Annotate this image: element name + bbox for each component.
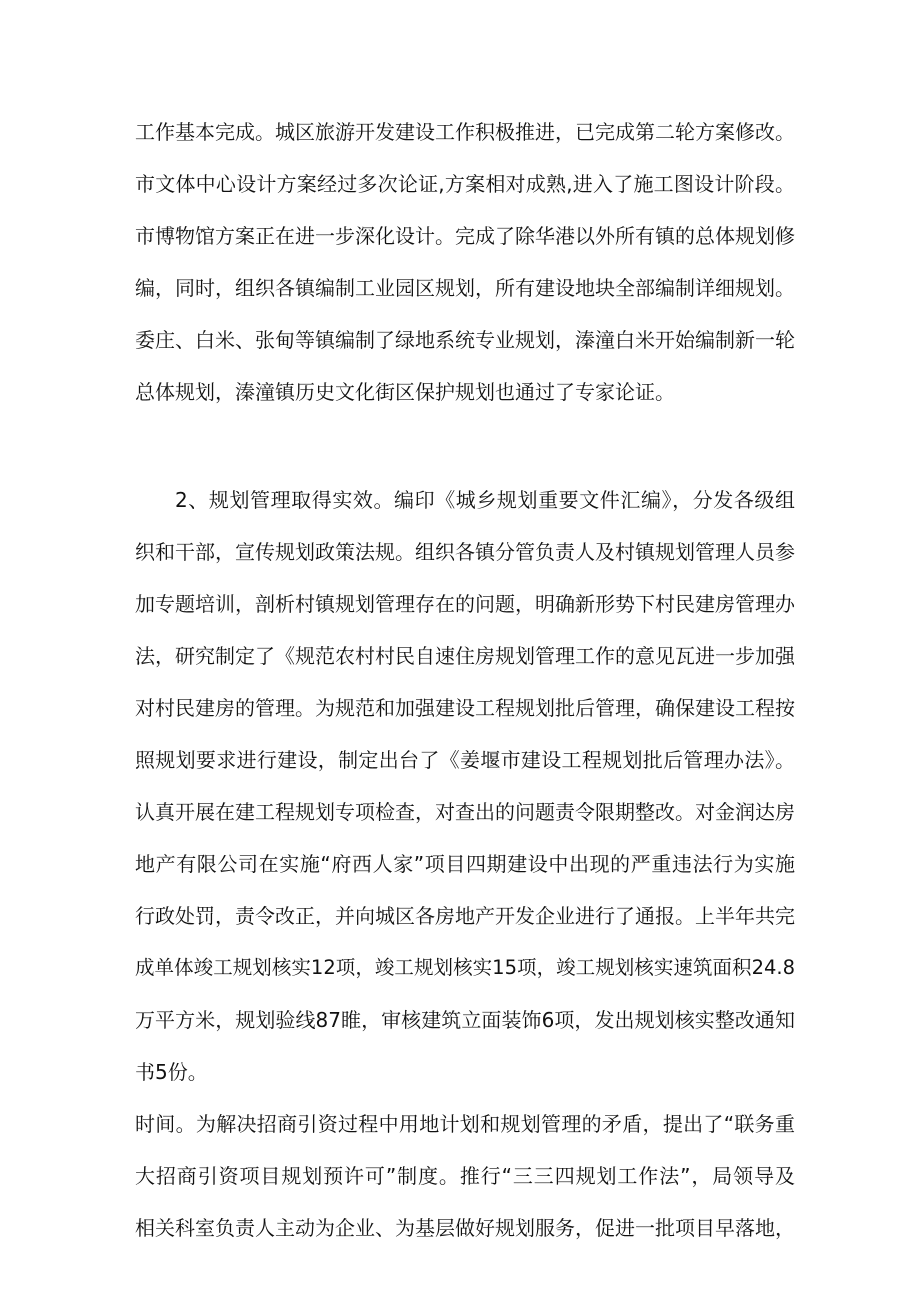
paragraph-1-line-5: 委庄、白米、张甸等镇编制了绿地系统专业规划，溱潼白米开始编制新一轮: [135, 328, 795, 352]
paragraph-3-line-1: 时间。为解决招商引资过程中用地计划和规划管理的矛盾，提出了“联务重: [135, 1112, 795, 1136]
paragraph-2-line-8: 地产有限公司在实施“府西人家”项目四期建设中出现的严重违法行为实施: [135, 852, 795, 876]
paragraph-2-line-7: 认真开展在建工程规划专项检查，对查出的问题责令限期整改。对金润达房: [135, 800, 795, 824]
paragraph-1-line-2: 市文体中心设计方案经过多次论证,方案相对成熟,进入了施工图设计阶段。: [135, 172, 795, 196]
paragraph-1-line-1: 工作基本完成。城区旅游开发建设工作积极推进，已完成第二轮方案修改。: [135, 120, 795, 144]
paragraph-2-line-9: 行政处罚，责令改正，并向城区各房地产开发企业进行了通报。上半年共完: [135, 904, 795, 928]
paragraph-2-line-12: 书5份。: [135, 1060, 208, 1084]
paragraph-2-line-4: 法，研究制定了《规范农村村民自速住房规划管理工作的意见瓦进一步加强: [135, 644, 795, 668]
paragraph-2-line-10: 成单体竣工规划核实12项，竣工规划核实15项，竣工规划核实速筑面积24.8: [135, 956, 795, 979]
paragraph-2-line-2: 织和干部，宣传规划政策法规。组织各镇分管负责人及村镇规划管理人员参: [135, 540, 795, 564]
paragraph-2-line-6: 照规划要求进行建设，制定出台了《姜堰市建设工程规划批后管理办法》。: [135, 748, 795, 772]
paragraph-1-line-4: 编，同时，组织各镇编制工业园区规划，所有建设地块全部编制详细规划。: [135, 276, 795, 300]
paragraph-2-line-11: 万平方米，规划验线87睢，审核建筑立面装饰6项，发出规划核实整改通知: [135, 1008, 795, 1032]
paragraph-1-line-3: 市博物馆方案正在进一步深化设计。完成了除华港以外所有镇的总体规划修: [135, 224, 795, 248]
paragraph-3-line-2: 大招商引资项目规划预许可”制度。推行“三三四规划工作法”，局领导及: [135, 1164, 795, 1188]
paragraph-3-line-3: 相关科室负责人主动为企业、为基层做好规划服务，促进一批项目早落地，: [135, 1216, 795, 1240]
paragraph-1-line-6: 总体规划，溱潼镇历史文化街区保护规划也通过了专家论证。: [135, 380, 675, 404]
paragraph-2-line-1: 2、规划管理取得实效。编印《城乡规划重要文件汇编》，分发各级组: [175, 488, 795, 512]
paragraph-2-line-3: 加专题培训，剖析村镇规划管理存在的问题，明确新形势下村民建房管理办: [135, 592, 795, 616]
paragraph-2-line-5: 对村民建房的管理。为规范和加强建设工程规划批后管理，确保建设工程按: [135, 696, 795, 720]
